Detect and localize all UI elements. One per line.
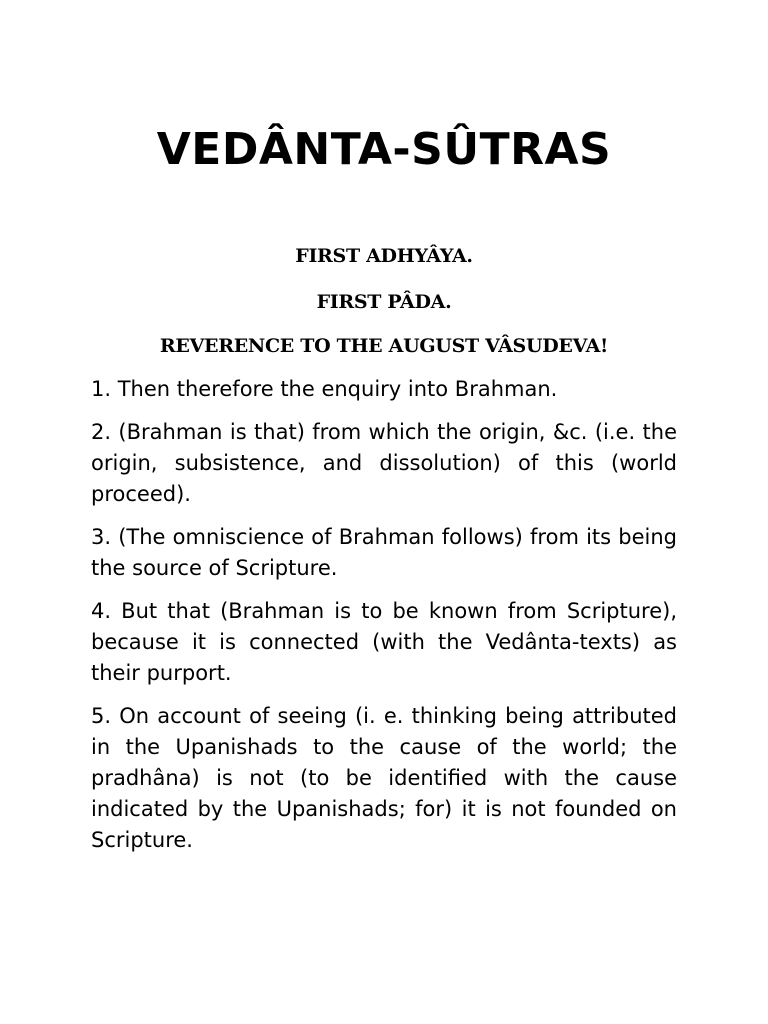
adhyaya-heading: FIRST ADHYÂYA.	[295, 245, 473, 267]
sutra-1: 1. Then therefore the enquiry into Brahman.	[91, 377, 558, 401]
sutra-5: 5. On account of seeing (i. e. thinking being attributed in the Upanishads to the cause of the world; the pradhâna) is not (to be identified with the cause indicated by the Upanishads; for) it is not founded on Scripture.	[91, 704, 677, 852]
document-title: VEDÂNTA-SÛTRAS	[156, 124, 612, 175]
sutra-3: 3. (The omniscience of Brahman follows) from its being the source of Scripture.	[91, 525, 677, 580]
pada-heading: FIRST PÂDA.	[316, 291, 452, 313]
invocation-heading: REVERENCE TO THE AUGUST VÂSUDEVA!	[159, 335, 609, 357]
sutra-2: 2. (Brahman is that) from which the origin, &c. (i.e. the origin, subsistence, and dissolution) of this (world proceed).	[91, 420, 677, 506]
sutra-4: 4. But that (Brahman is to be known from Scripture), because it is connected (with the Vedânta-texts) as their purport.	[91, 599, 677, 685]
